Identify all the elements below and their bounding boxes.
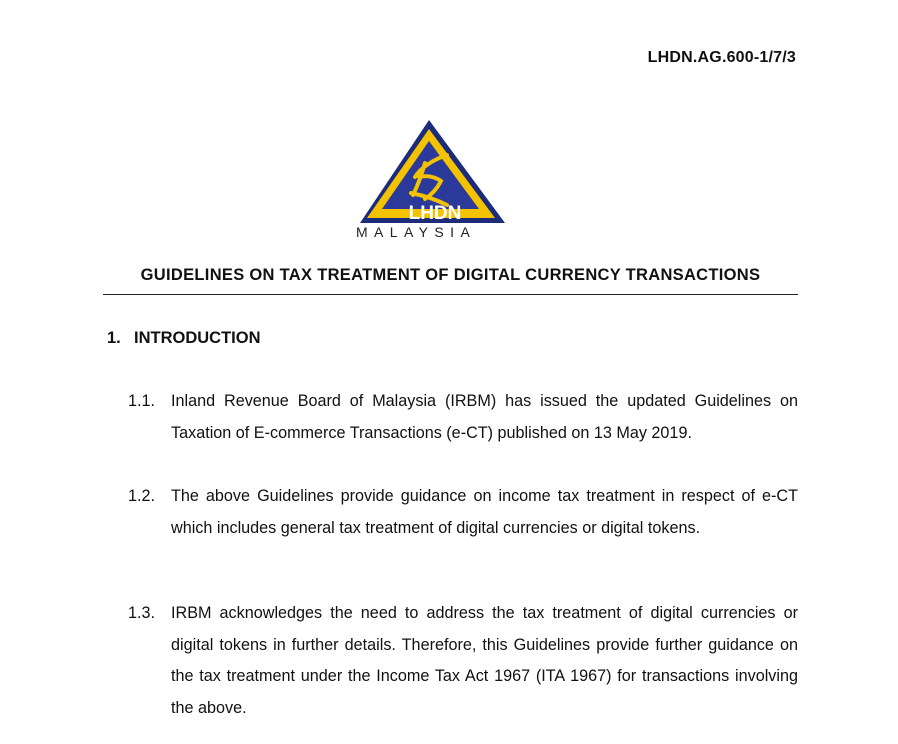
section-number: 1. xyxy=(107,329,121,347)
document-reference-number: LHDN.AG.600-1/7/3 xyxy=(647,49,796,66)
paragraph-number: 1.1. xyxy=(128,392,156,410)
paragraph-number: 1.2. xyxy=(128,487,156,505)
logo-wordmark: LHDN xyxy=(408,203,462,224)
section-heading xyxy=(107,329,261,348)
document-title: GUIDELINES ON TAX TREATMENT OF DIGITAL CURRENCY TRANSACTIONS xyxy=(140,266,761,284)
paragraph-1-2 xyxy=(128,481,798,544)
logo-country-label: MALAYSIA xyxy=(356,224,477,240)
title-divider xyxy=(103,294,798,295)
paragraph-text: IRBM acknowledges the need to address the tax treatment of digital currencies or digital tokens in further details. Therefore, this Guidelines provide further guidance on the tax treatment under the Income Tax Act 1967 (ITA 1967) for transactions involving the above. xyxy=(171,604,798,717)
paragraph-number: 1.3. xyxy=(128,604,156,622)
paragraph-text: The above Guidelines provide guidance on income tax treatment in respect of e-CT which includes general tax treatment of digital currencies or digital tokens. xyxy=(171,487,798,537)
paragraph-1-1 xyxy=(128,386,798,449)
paragraph-text: Inland Revenue Board of Malaysia (IRBM) has issued the updated Guidelines on Taxation of E-commerce Transactions (e-CT) published on 13 May 2019. xyxy=(171,392,798,442)
paragraph-1-3 xyxy=(128,598,798,724)
section-title: INTRODUCTION xyxy=(134,329,261,347)
